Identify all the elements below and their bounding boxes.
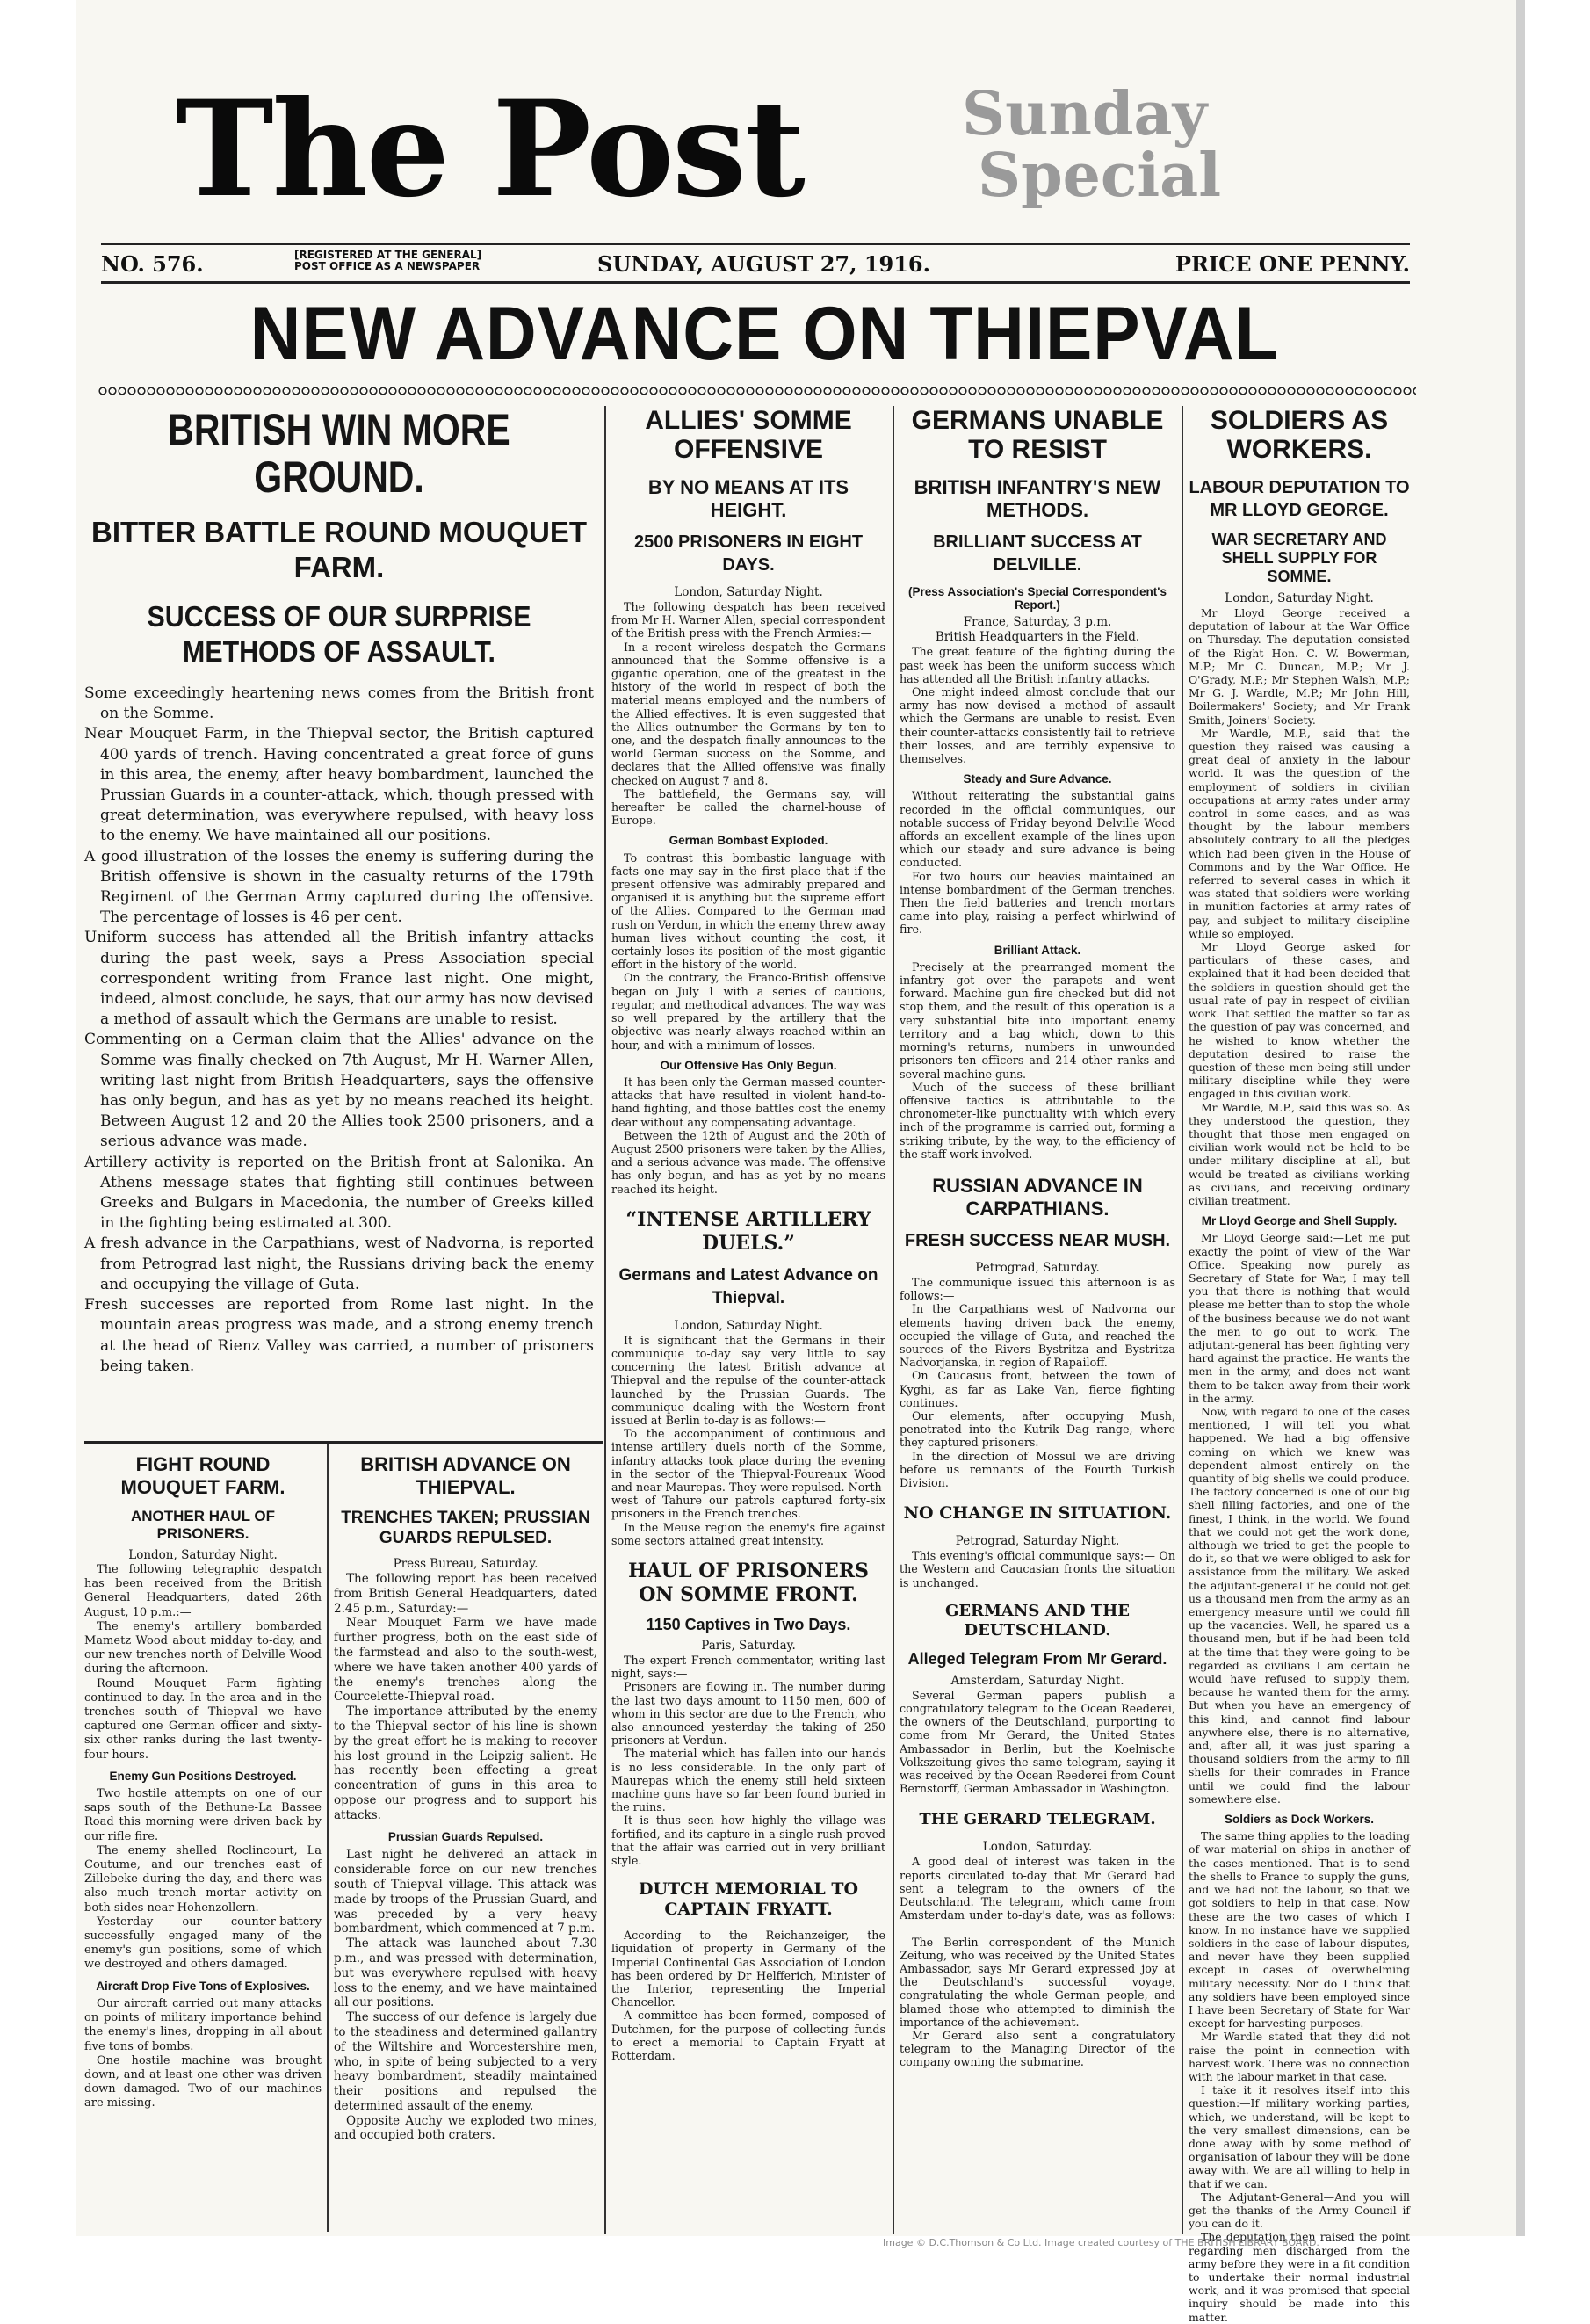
somme-crosshead-2: Our Offensive Has Only Begun. [660,1058,837,1072]
body-paragraph: Mr Gerard also sent a congratulatory telegram to the Managing Director of the company owning the submarine. [900,2029,1175,2069]
body-paragraph: Last night he delivered an attack in considerable force on our new trenches south of Thiepval village. This attack was made by troops of the Prussian Guard, and was preceded by a very heavy bombardment, which commenced at 7 p.m. [334,1848,597,1937]
body-paragraph: Mr Wardle, M.P., said this was so. As they understood the question, they thought that those men engaged on civilian work would not be held to be under military discipline at all, but would be treated as civilians working as civilians, and receiving ordinary civilian treatment. [1189,1100,1410,1207]
column-rule-1 [604,406,606,2234]
soldiers-headline: SOLDIERS AS WORKERS. [1210,406,1389,464]
column-rule-3 [1182,406,1183,2234]
body-paragraph: The enemy shelled Roclincourt, La Coutume, and our trenches east of Zillebeke during the day, and there was also much trench mortar activity on both sides near Hohenzollern. [84,1843,322,1915]
mouquet-body [84,1563,322,1763]
body-paragraph: Mr Lloyd George said:—Let me put exactly the point of view of the War Office. Speaking now purely as Secretary of State for War, I may tell you that there is nothing that would please me better than to stop the whole of the business because we do not want the men to go out to work. The adjutant-general has been fighting very hard against the practice. He wants the men in the army, and does not want them to be taken away from their work in the army. [1189,1231,1410,1405]
column-germans-unable [900,406,1175,2234]
germans-body-3 [900,960,1175,1161]
column-rule-1a [327,1441,329,2232]
thiepval-subhead: TRENCHES TAKEN; PRUSSIAN GUARDS REPULSED. [341,1509,590,1547]
lead-paragraph: Commenting on a German claim that the Allies' advance on the Somme was finally checked on 7th August, Mr H. Warner Allen, writing last night from British Headquarters, says the offensive has only begun, and has as yet by no means reached its height. Between August 12 and 20 the Allies took 2500 prisoners, and a serious advance was made. [84,1031,594,1151]
column-mouquet-farm [84,1452,322,2234]
deutschland-dateline: Amsterdam, Saturday Night. [950,1673,1124,1688]
body-paragraph: Two hostile attempts on one of our saps south of the Bethune-La Bassee Road this morning were driven back by our rifle fire. [84,1787,322,1843]
lead-subhead-1: BITTER BATTLE ROUND MOUQUET FARM. [90,516,587,583]
body-paragraph: To contrast this bombastic language with facts one may say in the first place that if the present offensive was admirably prepared and organised it is anything but the supreme effort of the Allies. Compared to the German mad rush on Verdun, in which the enemy threw away human lives without counting the cost, it certainly loses its position of the most gigantic effort in the history of the world. [611,851,885,972]
germans-subhead-1: BRITISH INFANTRY'S NEW METHODS. [914,476,1161,521]
germans-body-2 [900,789,1175,936]
soldiers-subhead-2: WAR SECRETARY AND SHELL SUPPLY FOR SOMME. [1211,531,1387,585]
artillery-subhead: Germans and Latest Advance on Thiepval. [618,1265,878,1307]
body-paragraph: Precisely at the prearranged moment the infantry got over the parapets and went forward. Machine gun fire checked but did not stop them, and the result of this operation is a very substantial bite into important enemy territory and a bag which, down to this morning's returns, numbers in unwounded prisoners ten officers and 214 other ranks and several machine guns. [900,959,1175,1081]
thiepval-headline: BRITISH ADVANCE ON THIEPVAL. [360,1453,571,1498]
column-somme-offensive [611,406,885,2234]
registration-note [294,250,481,272]
body-paragraph: In the Carpathians west of Nadvorna our elements having driven back the enemy, occupied the village of Guta, and reached the sources of the Rivers Bystritza and Bystritza Nadvorjanska, in region of Rapailoff. [900,1302,1175,1370]
column-rule-2 [893,406,894,2234]
somme-subhead-1: BY NO MEANS AT ITS HEIGHT. [647,476,849,521]
body-paragraph: Our aircraft carried out many attacks on points of military importance behind the enemy's lines, dropping in all about five tons of bombs. [84,1996,322,2053]
body-paragraph: Prisoners are flowing in. The number during the last two days amount to 1150 men, 600 of whom in this sector are due to the French, who also announced yesterday the taking of 250 prisoners at Verdun. [611,1680,885,1748]
russian-subhead: FRESH SUCCESS NEAR MUSH. [904,1230,1171,1250]
somme-dateline: London, Saturday Night. [674,585,823,599]
issue-number: NO. 576. [101,251,204,277]
artillery-dateline: London, Saturday Night. [674,1318,823,1333]
body-paragraph: The expert French commentator, writing last night, says:— [611,1653,885,1681]
body-paragraph: Yesterday our counter-battery successfully engaged many of the enemy's gun positions, some of which we destroyed and others damaged. [84,1915,322,1972]
body-paragraph: The communique issued this afternoon is as follows:— [900,1275,1175,1303]
deutschland-body [900,1689,1175,1796]
body-paragraph: Now, with regard to one of the cases mentioned, I will tell you what happened. We had a big offensive coming on which we knew was dependent almost entirely on the quantity of big shells we could produce. The factory concerned is one of our big shell filling factories, and one of the finest, I think, in the world. We found that we could not get the work done, although we tried to get the people to do it, so that we were obliged to ask for assistance from the military. We asked the adjutant-general if he could not get us a thousand men from the army as an emergency measure until we could fill up the vacancies. Well, he spared us a thousand men, but if he had been told at the time that they were going to be regarded as civilians I am certain he would have refused to supply them, because he wanted them for the army. But when you have an emergency of this kind, and cannot find labour anywhere else, there is no alternative, and, after all, it was just sparing a thousand soldiers from the army to fill shells for their comrades in France until we could find the labour somewhere else. [1189,1404,1410,1806]
deutschland-subhead: Alleged Telegram From Mr Gerard. [907,1649,1167,1668]
body-paragraph: The success of our defence is largely due to the steadiness and determined gallantry of the Wiltshire and Worcestershire men, who, in spite of being subjected to a very heavy bombardment, steadily maintained their positions and repulsed the determined assault of the enemy. [334,2010,597,2113]
body-paragraph: Between the 12th of August and the 20th of August 2500 prisoners were taken by the Allies, and a serious advance was made. The offensive has only begun, and has as yet by no means reached its height. [611,1128,885,1196]
edition-label [962,79,1222,211]
soldiers-body [1189,606,1410,1207]
body-paragraph: Mr Wardle, M.P., said that the question they raised was causing a great deal of anxiety in the labour world. It was the question of the employment of soldiers in civilian occupations at army rates under army control in some cases, and as was thought by the labour members absolutely contrary to all the pledges which had been given in the House of Commons and by the War Office. He referred to several cases in which it was stated that soldiers were working in munition factories at army rates of pay, and subject to military discipline while so employed. [1189,726,1410,940]
column-thiepval-advance [334,1452,597,2234]
body-paragraph: One hostile machine was brought down, and at least one other was driven down damaged. Two of our machines are missing. [84,2053,322,2110]
lead-paragraph: Fresh successes are reported from Rome last night. In the mountain areas progress was made, and a strong enemy trench at the head of Rienz Valley was carried, a number of prisoners being taken. [84,1296,594,1375]
fryatt-body [611,1929,885,2062]
body-paragraph: A good deal of interest was taken in the reports circulated to-day that Mr Gerard had sent a telegram to the owners of the Deutschland. The telegram, which came from Amsterdam under to-day's date, was as follows:— [900,1855,1175,1936]
thiepval-dateline: Press Bureau, Saturday. [393,1557,538,1571]
germans-headline: GERMANS UNABLE TO RESIST [911,406,1164,464]
russian-body [900,1276,1175,1489]
russian-dateline: Petrograd, Saturday. [975,1260,1100,1275]
body-paragraph: It is significant that the Germans in their communique to-day say very little to say concerning the latest British advance at Thiepval and the repulse of the counter-attack launched by the Prussian Guards. The communique dealing with the Western front issued at Berlin to-day is as follows:— [611,1333,885,1427]
body-paragraph: The following despatch has been received from Mr H. Warner Allen, special correspondent of the British press with the French Armies:— [611,600,885,641]
mouquet-body-2 [84,1787,322,1973]
body-paragraph: In the Meuse region the enemy's fire against some sectors attained great intensity. [611,1520,885,1547]
body-paragraph: According to the Reichanzeiger, the liquidation of property in Germany of the Imperial Continental Gas Association of London has been ordered by Dr Helfferich, Minister of the Interior, representing the Imperial Chancellor. [611,1929,885,2009]
germans-dateline: France, Saturday, 3 p.m. [963,615,1112,630]
somme-body-3 [611,1075,885,1196]
registration-line-1: [REGISTERED AT THE GENERAL] [294,249,482,261]
somme-body-2 [611,851,885,1052]
edition-line-2: Special [978,141,1222,211]
no-change-body [900,1549,1175,1589]
body-paragraph: Mr Wardle stated that they did not raise the point in connection with harvest work. There was no connection with the labour market in that case. [1189,2030,1410,2083]
mouquet-body-3 [84,1997,322,2111]
issue-price: PRICE ONE PENNY. [1174,251,1410,277]
gerard-dateline: London, Saturday. [982,1840,1093,1855]
body-paragraph: Opposite Auchy we exploded two mines, and occupied both craters. [334,2113,597,2143]
no-change-dateline: Petrograd, Saturday Night. [955,1534,1120,1549]
body-paragraph: Much of the success of these brilliant offensive tactics is attributable to the chronometer-like punctuality with which every inch of the programme is carried out, forming a striking tribute, by the way, to the efficiency of the staff work involved. [900,1080,1175,1161]
body-paragraph: The Berlin correspondent of the Munich Zeitung, who was received by the United States Ambassador, says Mr Gerard expressed joy at the Deutschland's successful voyage, congratulating the whole German people, and blamed those who attempted to diminish the importance of the achievement. [900,1935,1175,2029]
body-paragraph: The following report has been received from British General Headquarters, dated 2.45 p.m., Saturday:— [334,1572,597,1616]
body-paragraph: Mr Lloyd George asked for particulars of these cases, and explained that it had been decided that the soldiers in question should get the usual rate of pay in respect of civilian work. That settled the matter so far as the question of pay was concerned, and he wished to know whether the deputation desired to raise the question of these men being still under military discipline while they were engaged in this civilian work. [1189,940,1410,1101]
body-paragraph: Our elements, after occupying Mush, penetrated into the Kutrik Dag range, where they captured prisoners. [900,1408,1175,1450]
body-paragraph: Mr Lloyd George received a deputation of labour at the War Office on Thursday. The deputation consisted of the Right Hon. C. W. Bowerman, M.P.; Mr C. Duncan, M.P.; Mr J. O'Grady, M.P.; Mr Stephen Walsh, M.P.; Mr G. J. Wardle, M.P.; Mr John Hill, Boilermakers' Society; and Mr Frank Smith, Joiners' Society. [1189,606,1410,727]
body-paragraph: The enemy's artillery bombarded Mametz Wood about midday to-day, and our new trenches north of Delville Wood during the afternoon. [84,1619,322,1676]
thiepval-body-2 [334,1848,597,2143]
haul-body [611,1654,885,1867]
somme-crosshead-1: German Bombast Exploded. [669,834,828,848]
somme-subhead-2: 2500 PRISONERS IN EIGHT DAYS. [633,532,864,575]
soldiers-subhead-1: LABOUR DEPUTATION TO MR LLOYD GEORGE. [1189,478,1410,520]
mouquet-headline: FIGHT ROUND MOUQUET FARM. [120,1453,285,1498]
masthead-title: The Post [176,72,804,227]
lead-paragraph: A good illustration of the losses the enemy is suffering during the British offensive is shown in the casualty returns of the 179th Regiment of the German Army captured during the offensive. The percentage of losses is 46 per cent. [84,847,594,927]
lead-headline: BRITISH WIN MORE GROUND. [168,405,510,502]
banner-headline: NEW ADVANCE ON THIEPVAL [249,292,1279,376]
body-paragraph: The material which has fallen into our hands is no less considerable. In the only part of Maurepas which the enemy still held sixteen machine guns have so far been found buried in the ruins. [611,1747,885,1814]
germans-body [900,645,1175,765]
ornamental-border [98,387,1416,395]
body-paragraph: To the accompaniment of continuous and intense artillery duels north of the Somme, infantry attacks took place during the evening in the sector of the Thiepval-Foureaux Wood and near Maurepas. They were repulsed. North-west of Tahure our patrols captured forty-six prisoners in the French trenches. [611,1427,885,1521]
lead-paragraph: Near Mouquet Farm, in the Thiepval sector, the British captured 400 yards of trench. Having concentrated a great force of guns in this area, the enemy, after heavy bombardment, launched the Prussian Guards in a counter-attack, which, though pressed with great determination, was everywhere repulsed, with heavy loss to the enemy. We have maintained all our positions. [84,725,594,845]
lead-bottom-rule [84,1441,603,1444]
no-change-headline: NO CHANGE IN SITUATION. [903,1503,1172,1524]
somme-headline: ALLIES' SOMME OFFENSIVE [645,406,852,464]
column-soldiers-workers [1189,406,1410,2324]
body-paragraph: Without reiterating the substantial gains recorded in the official communiques, our notable success of Friday beyond Delville Wood affords an excellent example of the lines upon which our steady and sure advance is being conducted. [900,789,1175,870]
russian-headline: RUSSIAN ADVANCE IN CARPATHIANS. [932,1174,1143,1220]
lead-subhead-2: SUCCESS OF OUR SURPRISE METHODS OF ASSAULT. [147,600,531,668]
lead-paragraph: A fresh advance in the Carpathians, west of Nadvorna, is reported from Petrograd last night, the Russians driving back the enemy and occupying the village of Guta. [84,1234,594,1293]
body-paragraph: In the direction of Mossul we are driving before us remnants of the Fourth Turkish Division. [900,1449,1175,1489]
mouquet-crosshead-2: Aircraft Drop Five Tons of Explosives. [96,1979,310,1993]
body-paragraph: Several German papers publish a congratulatory telegram to the Ocean Reederei, the owners of the Deutschland, purporting to come from Mr Gerard, the United States Ambassador in Berlin, but the Koelnische Volkszeitung gives the same telegram, saying it was received by the Ocean Reederei from Count Bernstorff, German Ambassador in Washington. [900,1688,1175,1796]
haul-subhead: 1150 Captives in Two Days. [646,1615,851,1633]
image-credit: Image © D.C.Thomson & Co Ltd. Image created courtesy of THE BRITISH LIBRARY BOARD. [883,2237,1319,2248]
mouquet-crosshead-1: Enemy Gun Positions Destroyed. [109,1769,297,1783]
gerard-body [900,1855,1175,2068]
thiepval-body [334,1572,597,1823]
lead-paragraph: Some exceedingly heartening news comes from the British front on the Somme. [84,684,594,723]
registration-line-2: POST OFFICE AS A NEWSPAPER [294,260,481,272]
body-paragraph: It has been only the German massed counter-attacks that have resulted in violent hand-to-hand fighting, and those battles cost the enemy dear without any compensating advantage. [611,1075,885,1129]
body-paragraph: The Adjutant-General—And you will get the thanks of the Army Council if you can do it. [1189,2190,1410,2231]
germans-crosshead-1: Steady and Sure Advance. [963,772,1112,786]
column-lead-story [84,406,594,1434]
body-paragraph: For two hours our heavies maintained an intense bombardment of the German trenches. Then the field batteries and trench mortars came into play, raising a perfect whirlwind of fire. [900,869,1175,937]
soldiers-crosshead-2: Soldiers as Dock Workers. [1224,1813,1375,1827]
body-paragraph: On the contrary, the Franco-British offensive began on July 1 with a series of cautious, regular, and methodical advances. The way was so well prepared by the artillery that the objective was nearly always reached within an hour, and with a minimum of losses. [611,971,885,1052]
soldiers-crosshead-1: Mr Lloyd George and Shell Supply. [1201,1214,1398,1228]
somme-body [611,600,885,827]
masthead-info-row [101,250,1410,279]
body-paragraph: It is thus seen how highly the village was fortified, and its capture in a single rush proved that the affair was carried out in very brilliant style. [611,1814,885,1868]
germans-subhead-2: BRILLIANT SUCCESS AT DELVILLE. [933,532,1142,575]
body-paragraph: A committee has been formed, composed of Dutchmen, for the purpose of collecting funds to erect a memorial to Captain Fryatt at Rotterdam. [611,2009,885,2063]
body-paragraph: The attack was launched about 7.30 p.m., and was pressed with determination, but was everywhere repulsed with heavy loss to the enemy, and we have maintained all our positions. [334,1937,597,2010]
body-paragraph: Near Mouquet Farm we have made further progress, both on the east side of the farmstead and also to the south-west, where we have taken another 400 yards of the enemy's trenches along the Courcelette-Thiepval road. [334,1616,597,1705]
body-paragraph: One might indeed almost conclude that our army has now devised a method of assault which the Germans are unable to resist. Even their counter-attacks consistently fail to retrieve their losses, and are terribly expensive to themselves. [900,685,1175,766]
body-paragraph: This evening's official communique says:— On the Western and Caucasian fronts the situation is unchanged. [900,1549,1175,1589]
issue-date: SUNDAY, AUGUST 27, 1916. [597,251,930,277]
lead-paragraph: Uniform success has attended all the British infantry attacks during the past week, says a Press Association special correspondent writing from France last night. One might, indeed, almost conclude, he says, that our army has now devised a method of assault which the Germans are unable to resist. [84,929,594,1029]
body-paragraph: The same thing applies to the loading of war material on ships in another of the cases mentioned. That is to send the shells to France to supply the guns, and we had not the labour, so that we got soldiers to help in that case. Now these are the two cases of which I know. In no instance have we supplied soldiers in the case of labour disputes, and never have they been supplied except in cases of overwhelming military necessity. Nor do I think that any soldiers have been employed since I have been Secretary of State for War except for harvesting purposes. [1189,1829,1410,2031]
masthead-rule-bottom [101,281,1410,284]
body-paragraph: The deputation then raised the point regarding men discharged from the army before they were in a fit condition to undertake their normal industrial work, and it was promised that special inquiry should be made into this matter. [1189,2230,1410,2324]
page-edge [1516,0,1525,2236]
thiepval-crosshead: Prussian Guards Repulsed. [387,1829,544,1843]
body-paragraph: The following telegraphic despatch has been received from the British General Headquarters, dated 26th August, 10 p.m.:— [84,1563,322,1619]
deutschland-headline: GERMANS AND THE DEUTSCHLAND. [944,1601,1131,1640]
artillery-headline: “INTENSE ARTILLERY DUELS.” [625,1207,871,1255]
fryatt-headline: DUTCH MEMORIAL TO CAPTAIN FRYATT. [638,1879,859,1920]
haul-headline: HAUL OF PRISONERS ON SOMME FRONT. [628,1559,869,1606]
lead-paragraph: Artillery activity is reported on the British front at Salonika. An Athens message states that fighting still continues between Greeks and Bulgars in Macedonia, the number of Greeks killed in the fighting being estimated at 300. [84,1153,594,1233]
germans-dateline-b: British Headquarters in the Field. [935,630,1140,645]
body-paragraph: The importance attributed by the enemy to the Thiepval sector of his line is shown by the great effort he is making to recover his lost ground in the Leipzig salient. He has recently been effecting a great concentration of guns in this area to oppose our progress and to support his attacks. [334,1705,597,1822]
lead-body [84,684,594,1377]
germans-crosshead-2: Brilliant Attack. [994,943,1081,957]
gerard-headline: THE GERARD TELEGRAM. [919,1810,1156,1829]
body-paragraph: The great feature of the fighting during the past week has been the uniform success which has attended all the British infantry attacks. [900,645,1175,685]
body-paragraph: The battlefield, the Germans say, will hereafter be called the charnel-house of Europe. [611,786,885,828]
body-paragraph: In a recent wireless despatch the Germans announced that the Somme offensive is a gigantic operation, one of the greatest in the history of the world in respect of both the material means employed and the numbers of the Allied effectives. It is even suggested that the Allies outnumber the Germans by ten to one, and the despatch finally announces to the world German success on the Somme, and declares that the Allied offensive was finally checked on August 7 and 8. [611,640,885,787]
haul-dateline: Paris, Saturday. [701,1638,796,1653]
body-paragraph: On Caucasus front, between the town of Kyghi, as far as Lake Van, fierce fighting continues. [900,1369,1175,1409]
soldiers-dateline: London, Saturday Night. [1225,591,1374,605]
body-paragraph: I take it it resolves itself into this question:—If military working parties, which, we understand, will be kept to the very smallest dimensions, can be done away with by some method of organisation of labour they will be done away with. We are all willing to help in that if we can. [1189,2083,1410,2190]
germans-byline: (Press Association's Special Correspondent's Report.) [907,585,1167,612]
mouquet-dateline: London, Saturday Night. [128,1548,278,1562]
artillery-body [611,1334,885,1547]
body-paragraph: Round Mouquet Farm fighting continued to-day. In the area and in the trenches south of Thiepval we have captured one German officer and sixty-six other ranks during the last twenty-four hours. [84,1676,322,1762]
masthead-rule-top [101,243,1410,245]
edition-line-1: Sunday [962,79,1208,149]
soldiers-body-3 [1189,1829,1410,2324]
mouquet-subhead: ANOTHER HAUL OF PRISONERS. [130,1508,275,1542]
soldiers-body-2 [1189,1231,1410,1806]
